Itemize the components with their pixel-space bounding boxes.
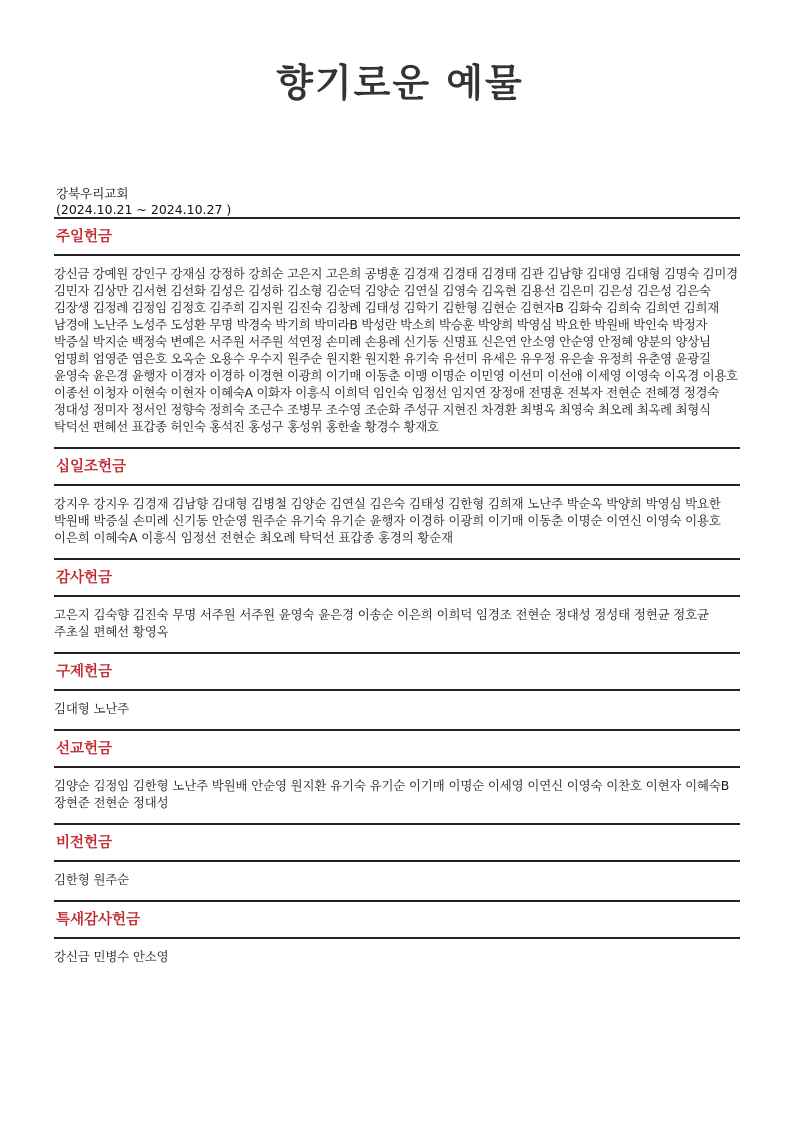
offering-list [54, 217, 740, 977]
name-list: 강지우 강지우 김경재 김남향 김대형 김병철 김양순 김연실 김은숙 김태성 김한형 김희재 노난주 박순옥 박양희 박영심 박요한 박원배 박증실 손미례 신기동 안순영 원주순 유기숙 유기순 윤행자 이경하 이광희 이기매 이동춘 이명순 이연신 이영숙 이용호 이은희 이혜숙A 이흥식 임정선 전현순 최오례 탁덕선 표갑종 홍경의 황순재 [54, 496, 721, 545]
section-heading: 주일헌금 [56, 229, 113, 245]
section-thanksgiving-offering [54, 558, 740, 652]
name-list: 강신금 민병수 안소영 [54, 949, 169, 964]
name-list: 김한형 원주순 [54, 872, 130, 887]
section-heading: 감사헌금 [56, 570, 113, 586]
name-list: 고은지 김숙향 김진숙 무명 서주원 서주원 윤영숙 윤은경 이송순 이은희 이희덕 임경조 전현순 정대성 정성태 정현균 정호균 주초실 편혜선 황영옥 [54, 607, 709, 639]
church-name: 강북우리교회 [56, 186, 129, 201]
section-heading: 십일조헌금 [56, 459, 127, 475]
name-list: 김대형 노난주 [54, 701, 130, 716]
page-title: 향기로운 예물 [276, 61, 524, 105]
name-list: 강신금 강예원 강인구 강재심 강정하 강희순 고은지 고은희 공병훈 김경재 김경태 김경태 김관 김남향 김대영 김대형 김명숙 김미경 김민자 김상만 김서현 김선화 김성은 김성하 김소형 김순덕 김양순 김연실 김영숙 김옥현 김용선 김은미 김은성 김은성 김은숙 김장생 김정례 김정임 김정호 김주희 김지원 김진숙 김창례 김태성 김학기 김한형 김현순 김현자B 김화숙 김희숙 김희연 김희재 남경애 노난주 노성주 도성환 무명 박경숙 박기희 박미라B 박성란 박소희 박승훈 박양희 박영심 박요한 박원배 박인숙 박정자 박증실 박지순 백정숙 변예은 서주원 서주원 석연정 손미례 손용례 신기동 신명표 신은연 안소영 안순영 안정혜 양분의 양상님 엄명희 엄영준 염은호 오옥순 오용수 우수지 원주순 원지환 원지환 유기숙 유선미 유세은 유우정 유은솔 유정희 유춘영 윤광길 윤영숙 윤은경 윤행자 이경자 이경하 이경현 이광희 이기매 이동춘 이맹 이명순 이민영 이선미 이선애 이세영 이영숙 이옥경 이용호 이종선 이청자 이현숙 이현자 이혜숙A 이화자 이흥식 이희덕 임인숙 임정선 임지연 장정애 전명훈 전복자 전현순 전혜경 정경숙 정대성 정미자 정서인 정향숙 정희숙 조근수 조병무 조수영 조순화 주성규 지현진 차경환 최병옥 최영숙 최오례 최옥례 최형식 탁덕선 편혜선 표갑종 허인숙 홍석진 홍성구 홍성위 홍한솔 황경수 황재호 [54, 266, 738, 434]
section-mission-offering [54, 729, 740, 823]
name-list: 김양순 김정임 김한형 노난주 박원배 안순영 원지환 유기숙 유기순 이기매 이명순 이세영 이연신 이영숙 이찬호 이현자 이혜숙B 장현준 전현순 정대성 [54, 778, 730, 810]
document-meta [56, 186, 231, 218]
section-heading: 특새감사헌금 [56, 912, 141, 928]
section-special-dawn-thanksgiving-offering [54, 900, 740, 977]
section-vision-offering [54, 823, 740, 900]
date-range: (2024.10.21 ~ 2024.10.27 ) [56, 202, 232, 217]
section-heading: 선교헌금 [56, 741, 113, 757]
section-heading: 구제헌금 [56, 664, 113, 680]
section-sunday-offering [54, 217, 740, 447]
section-tithe-offering [54, 447, 740, 558]
section-relief-offering [54, 652, 740, 729]
section-heading: 비전헌금 [56, 835, 113, 851]
